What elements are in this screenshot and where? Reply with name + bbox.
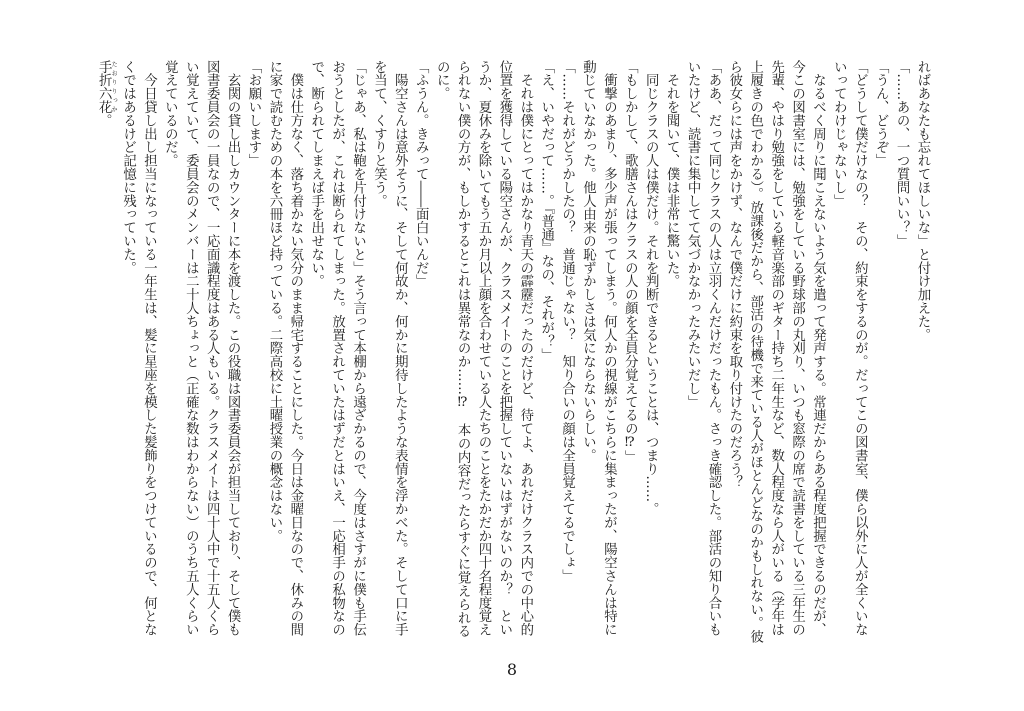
text-line: 「もしかして、歌膳さんはクラスの人の顔を全員分覚えてるの⁉」 [622,60,638,464]
text-line: 「じゃあ、私は鞄を片付けないと」そう言って本棚から遠ざかるので、今度はさすがに僕も手伝 [350,60,366,637]
text-line: 動じていなかった。他人由来の恥ずかしさは気にならないらしい。 [580,60,596,462]
text-line: それを聞いて、僕は非常に驚いた。 [664,60,680,288]
text-line: なるべく周りに聞こえないよう気を遣って発声する。常連だからある程度把握できるのだが、 [810,60,826,637]
text-line: 「ああ、だって同じクラスの人は立羽くんだけだったもん。さっき確認した。部活の知り合いも [705,60,721,637]
text-line: 「どうして僕だけなの？ その、約束をするのが。だってこの図書室、僕ら以外に人が全くいな [852,60,868,637]
name-base: 手折六花 [96,60,112,114]
text-line: ればあなたも忘れてほしいな」と付け加えた。 [915,60,930,342]
text-line: 「え、いやだって……。『普通』なの、それが？」 [538,60,554,362]
text-line: 覚えているのだ。 [162,60,178,168]
text-line: くではあるけど記憶に残っていた。 [120,60,136,275]
text-line: 「ふうん。きみって――面白いんだ」 [413,60,429,288]
text-line: ら彼女らには声をかけず、なんで僕だけに約束を取り付けたのだろう？ [726,60,742,489]
text-line: 僕は仕方なく、落ち着かない気分のまま帰宅することにした。今日は金曜日なので、休みの間 [287,60,303,637]
text-line: それは僕にとってはかなり青天の霹靂だったのだけど、待てよ、あれだけクラス内での中心的 [517,60,533,637]
text-line: で、断られてしまえば手を出せない。 [308,60,324,288]
text-line: い覚えていて、委員会のメンバーは二十人ちょっと（正確な数はわからない）のうち五人くらい [183,60,199,637]
name-suffix: 。 [96,113,112,128]
text-line: いってわけじゃないし」 [831,60,847,208]
text-line: 先輩、やはり勉強をしている軽音楽部のギター持ち二年生など、数人程度なら人がいる（学年は [768,60,784,637]
text-line: 「うん、どうぞ」 [873,60,889,168]
text-line: 図書委員会の一員なので、一応面識程度はある人もいる。クラスメイトは四十人中で十五人くら [204,60,220,637]
character-name [96,60,118,114]
text-line-name [92,60,116,650]
text-line: 陽空さんは意外そうに、そして何故か、何かに期待したような表情を浮かべた。そして口に手 [392,60,408,637]
text-line: のに。 [434,60,450,101]
text-line: 「……それがどうかしたの？ 普通じゃない？ 知り合いの顔は全員覚えてるでしょ」 [559,60,575,583]
text-line: 今日貸し出し担当になっている一年生は、髪に星座を模した髪飾りをつけているので、何とな [141,60,157,637]
text-line: いたけど、読書に集中してて気づかなかったみたいだし」 [685,60,701,409]
text-line: を当て、くすりと笑う。 [371,60,387,208]
text-line: に家で読むための本を六冊ほど持っている。二際高校に土曜授業の概念はない。 [266,60,282,543]
text-line: 位置を獲得している陽空さんが、クラスメイトのことを把握していないはずがないのか？ とい [496,60,512,637]
text-line: 上履きの色でわかる）。放課後だから、部活の待機で来ている人がほとんどなのかもしれない。彼 [747,60,763,643]
name-ruby: たおりりっか [110,60,118,114]
body-text [92,60,932,650]
text-line: 「お願いします」 [246,60,261,168]
text-line: 「……あの、一つ質問いい？」 [894,60,910,248]
text-line: うか、夏休みを除いてもう五か月以上顔を合わせている人たちのことをたかだか四十名程度覚え [475,60,491,637]
page-number: 8 [506,660,518,679]
text-line: 同じクラスの人は僕だけ。それを判断できるということは、つまり……。 [643,60,659,516]
text-line: 玄関の貸し出しカウンターに本を渡した。この役職は図書委員会が担当しており、そして僕も [225,60,241,637]
text-line: 衝撃のあまり、多少声が張ってしまう。何人かの視線がこちらに集まったが、陽空さんは特に [601,60,617,637]
text-line: られない僕の方が、もしかするとこれは異常なのか……⁉ 本の内容だったらすぐに覚えられる [455,60,471,638]
text-line: おうとしたが、これは断られてしまった。放置されていたはずだとはいえ、一応相手の私物なの [329,60,345,637]
text-line: 今この図書室には、勉強をしている野球部の丸刈り、いつも窓際の席で読書をしている三年生の [789,60,805,637]
